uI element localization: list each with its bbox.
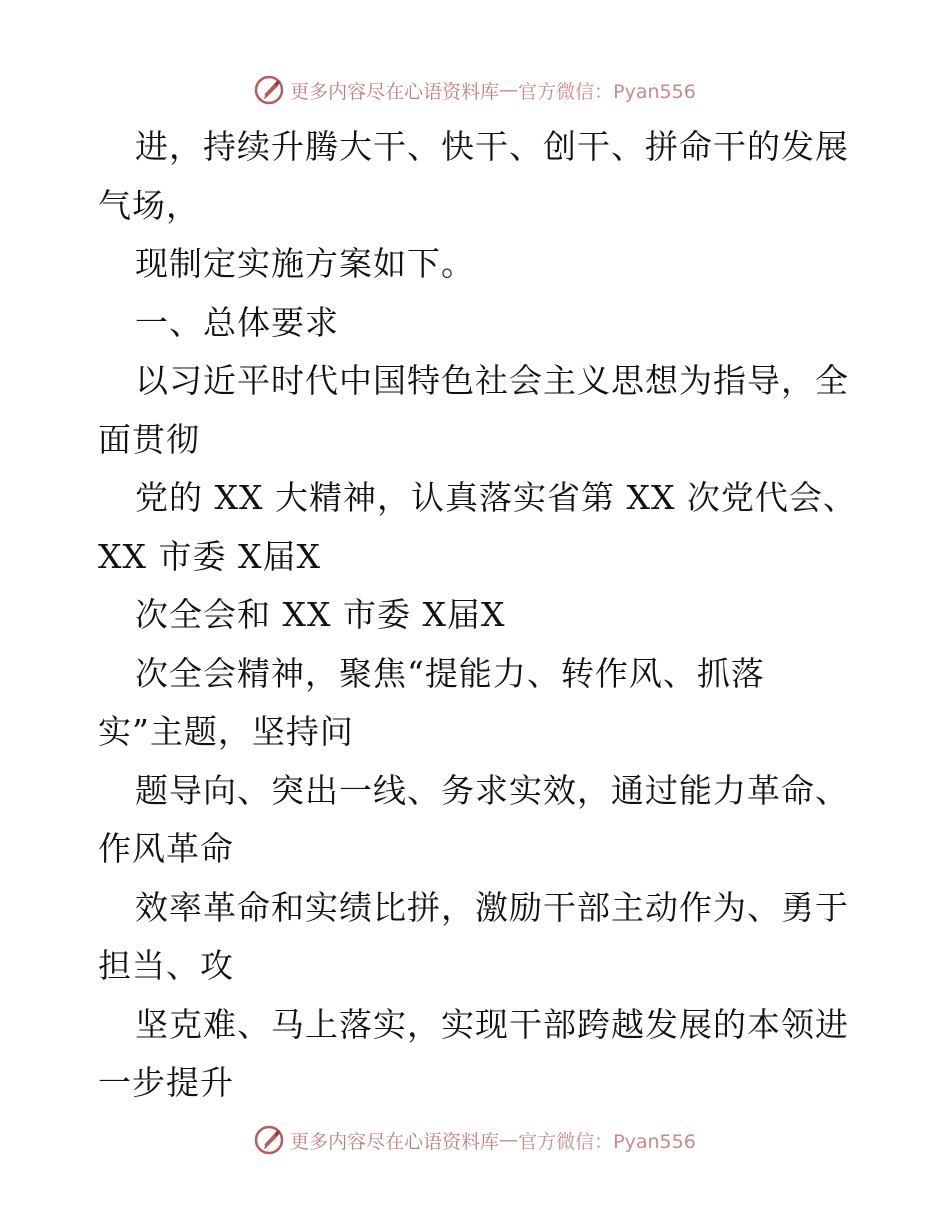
watermark-brand: 更多内容尽在心语资料库 [290,1130,500,1153]
paragraph-line: 次全会精神，聚焦“提能力、转作风、抓落 [135,653,765,693]
watermark-separator: — [499,79,519,101]
pen-quill-logo-icon [254,1125,284,1155]
section-heading: 一、总体要求 [135,302,339,342]
watermark-contact: 官方微信：Pyan556 [518,80,696,103]
paragraph-line: 作风革命 [98,829,234,868]
watermark-brand: 更多内容尽在心语资料库 [290,80,500,103]
footer-watermark [0,1120,950,1160]
paragraph-line: 次全会和 XX 市委 X届X [135,595,506,634]
paragraph-line: 党的 XX 大精神，认真落实省第 XX 次党代会、 [135,478,857,517]
paragraph-line: 以习近平时代中国特色社会主义思想为指导，全 [135,361,849,400]
paragraph-line: 效率革命和实绩比拼，激励干部主动作为、勇于 [135,887,849,927]
paragraph-line: 题导向、突出一线、务求实效，通过能力革命、 [135,770,849,810]
paragraph-line: 坚克难、马上落实，实现干部跨越发展的本领进 [135,1004,849,1044]
paragraph-line: XX 市委 X届X [98,536,321,576]
watermark-separator: — [499,1129,519,1151]
paragraph-line: 实”主题，坚持问 [98,712,354,751]
header-watermark [0,70,950,110]
paragraph-line: 进，持续升腾大干、快干、创干、拼命干的发展 [135,127,849,166]
paragraph-line: 现制定实施方案如下。 [135,244,475,283]
paragraph-line: 一步提升 [98,1063,234,1102]
document-body [98,118,858,1113]
watermark-contact: 官方微信：Pyan556 [518,1130,696,1153]
paragraph-line: 担当、攻 [98,946,234,985]
paragraph-line: 面贯彻 [98,419,200,459]
pen-quill-logo-icon [254,75,284,105]
paragraph-line: 气场， [98,185,200,225]
